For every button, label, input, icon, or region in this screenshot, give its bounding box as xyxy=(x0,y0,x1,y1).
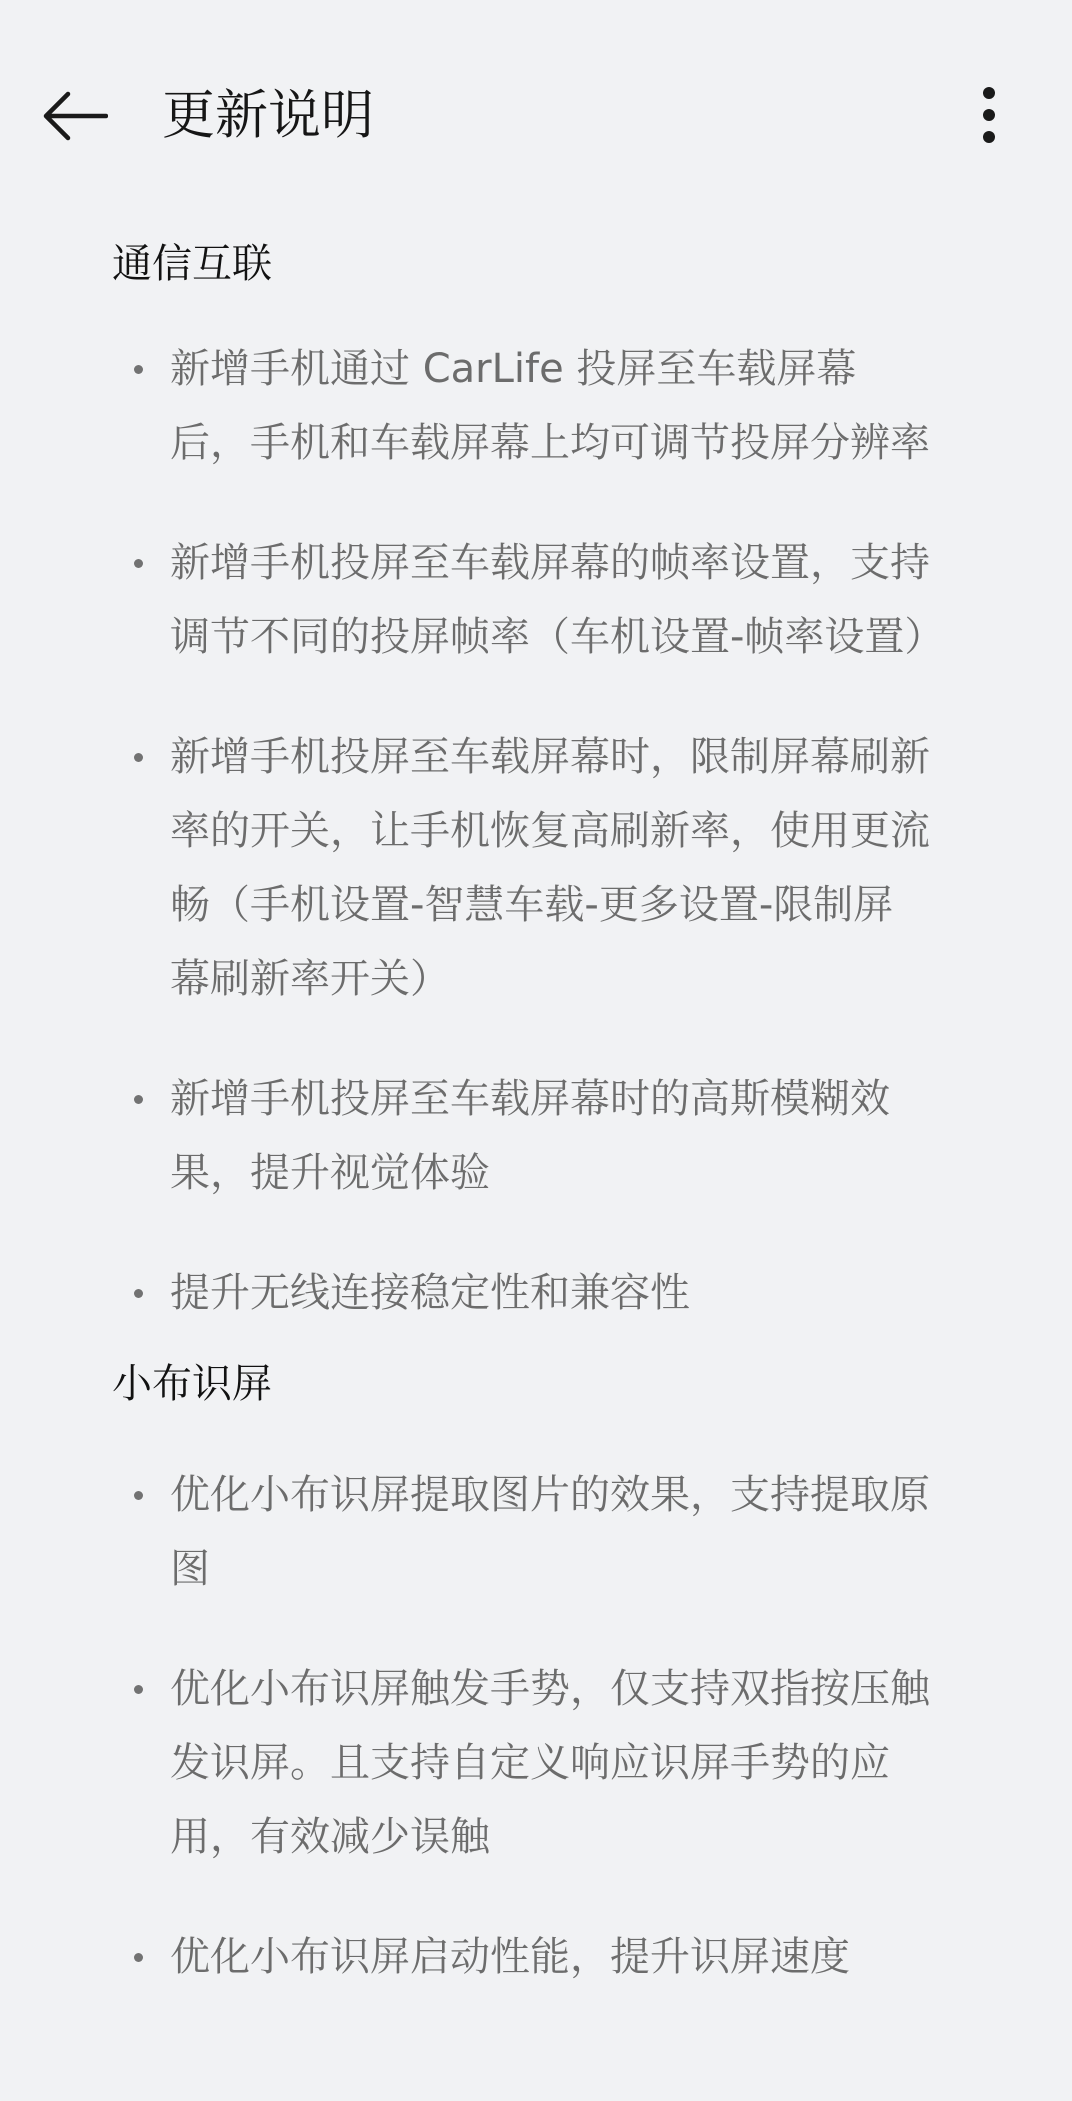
list-item-text: 新增手机投屏至车载屏幕时，限制屏幕刷新率的开关，让手机恢复高刷新率，使用更流畅（手机设置-智慧车载-更多设置-限制屏幕刷新率开关） xyxy=(170,734,930,1002)
bullet-icon xyxy=(134,1685,143,1694)
list-item xyxy=(0,720,1072,1016)
list-item-text: 提升无线连接稳定性和兼容性 xyxy=(170,1270,690,1316)
bullet-icon xyxy=(134,559,143,568)
bullet-icon xyxy=(134,1095,143,1104)
list-item-text: 新增手机投屏至车载屏幕时的高斯模糊效果，提升视觉体验 xyxy=(170,1076,890,1196)
list-item xyxy=(0,1062,1072,1210)
list-item xyxy=(0,526,1072,674)
page-title: 更新说明 xyxy=(162,85,374,146)
list-item xyxy=(0,1458,1072,1606)
more-vertical-icon xyxy=(982,86,996,144)
app-bar xyxy=(0,0,1072,240)
section-title: 小布识屏 xyxy=(112,1361,272,1407)
list-item-text: 新增手机通过 CarLife 投屏至车载屏幕后，手机和车载屏幕上均可调节投屏分辨率 xyxy=(170,346,930,466)
more-options-button[interactable] xyxy=(956,78,1022,152)
release-notes xyxy=(0,230,1072,1994)
bullet-icon xyxy=(134,365,143,374)
section-title: 通信互联 xyxy=(112,241,272,287)
list-item xyxy=(0,1920,1072,1994)
list-item-text: 优化小布识屏提取图片的效果，支持提取原图 xyxy=(170,1472,930,1592)
back-button[interactable] xyxy=(32,80,116,152)
bullet-icon xyxy=(134,753,143,762)
bullet-icon xyxy=(134,1953,143,1962)
bullet-icon xyxy=(134,1491,143,1500)
arrow-left-icon xyxy=(40,88,108,144)
bullet-icon xyxy=(134,1289,143,1298)
section-communication xyxy=(0,234,1072,1330)
list-item-text: 新增手机投屏至车载屏幕的帧率设置，支持调节不同的投屏帧率（车机设置-帧率设置） xyxy=(170,540,945,660)
section-screen-recognition xyxy=(0,1354,1072,1994)
list-item xyxy=(0,1652,1072,1874)
list-item xyxy=(0,1256,1072,1330)
list-item xyxy=(0,332,1072,480)
list-item-text: 优化小布识屏触发手势，仅支持双指按压触发识屏。且支持自定义响应识屏手势的应用，有效减少误触 xyxy=(170,1666,930,1860)
list-item-text: 优化小布识屏启动性能，提升识屏速度 xyxy=(170,1934,850,1980)
